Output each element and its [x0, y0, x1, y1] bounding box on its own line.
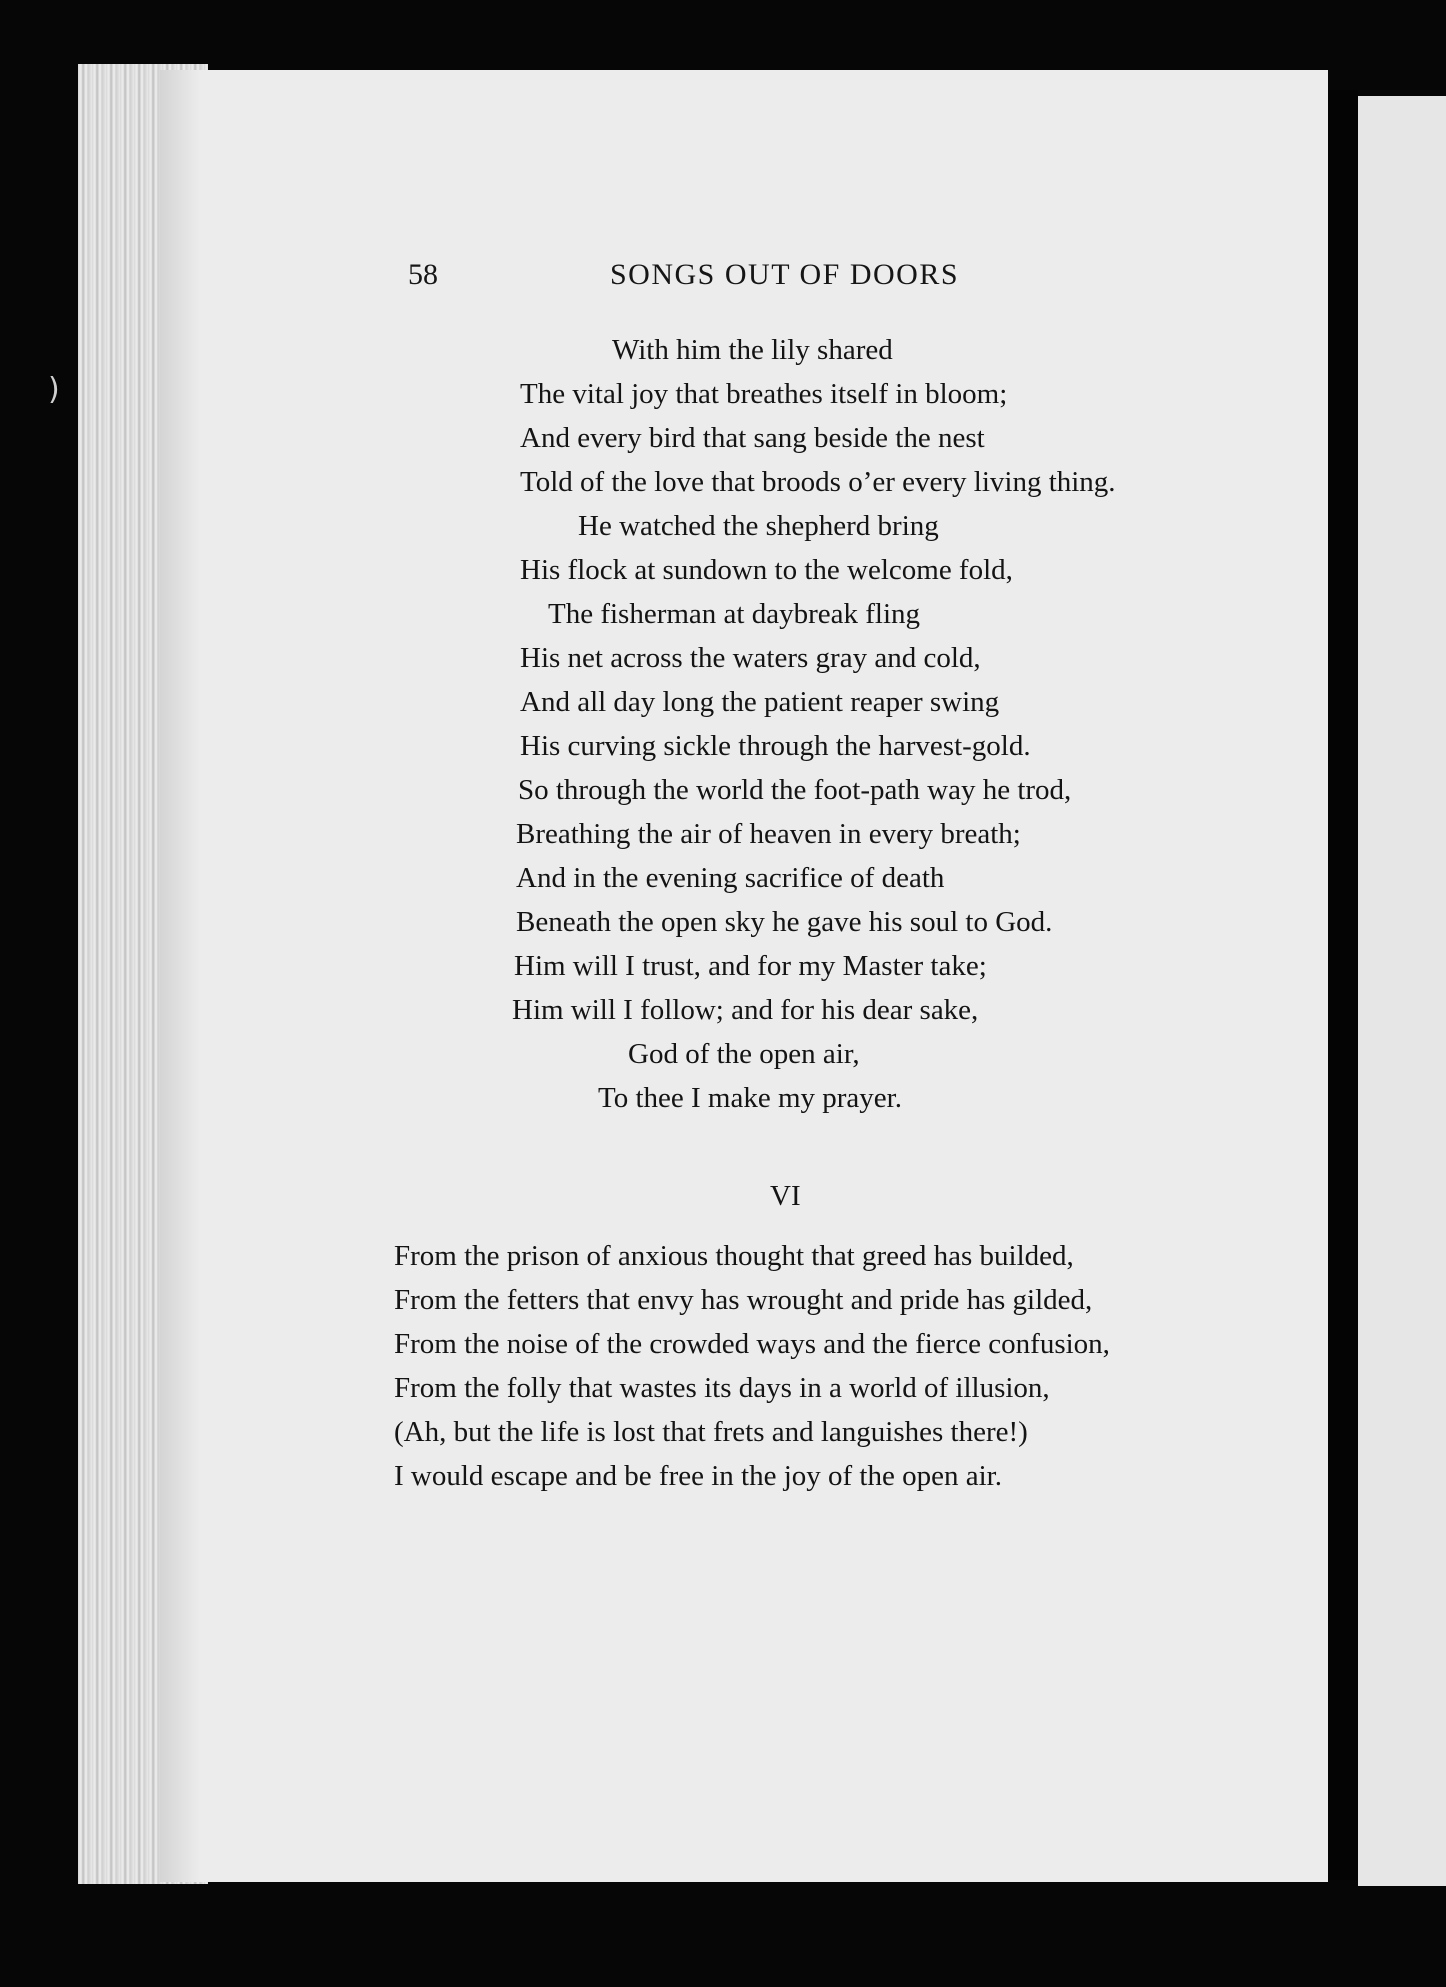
facing-page-edge	[1358, 96, 1446, 1886]
verse-line: And all day long the patient reaper swing	[520, 686, 1000, 718]
verse-line: From the noise of the crowded ways and the fierce confusion,	[394, 1328, 1110, 1360]
verse-line: From the fetters that envy has wrought and pride has gilded,	[394, 1284, 1093, 1316]
verse-line: The fisherman at daybreak fling	[548, 598, 921, 630]
verse-line: And every bird that sang beside the nest	[520, 422, 985, 454]
gutter	[1328, 90, 1358, 1880]
verse-line: He watched the shepherd bring	[578, 510, 939, 542]
verse-line: So through the world the foot-path way he trod,	[518, 774, 1072, 806]
running-head: SONGS OUT OF DOORS	[610, 258, 960, 291]
verse-line: From the prison of anxious thought that greed has builded,	[394, 1240, 1074, 1272]
verse-line: His curving sickle through the harvest-gold.	[520, 730, 1031, 762]
verse-line: Beneath the open sky he gave his soul to God.	[516, 906, 1053, 938]
verse-line: Him will I follow; and for his dear sake,	[512, 994, 979, 1026]
verse-line: (Ah, but the life is lost that frets and languishes there!)	[394, 1416, 1028, 1448]
verse-line: Told of the love that broods o’er every living thing.	[520, 466, 1116, 498]
section-numeral: VI	[770, 1180, 801, 1212]
page-number: 58	[408, 258, 438, 291]
spine-shadow	[160, 70, 200, 1882]
scan-artifact: )	[48, 372, 60, 407]
verse-line: With him the lily shared	[612, 334, 893, 366]
verse-line: From the folly that wastes its days in a world of illusion,	[394, 1372, 1050, 1404]
verse-line: God of the open air,	[628, 1038, 860, 1070]
verse-line: To thee I make my prayer.	[598, 1082, 902, 1114]
verse-line: His flock at sundown to the welcome fold,	[520, 554, 1013, 586]
verse-line: The vital joy that breathes itself in bloom;	[520, 378, 1008, 410]
verse-line: And in the evening sacrifice of death	[516, 862, 945, 894]
verse-line: His net across the waters gray and cold,	[520, 642, 981, 674]
verse-line: Breathing the air of heaven in every breath;	[516, 818, 1021, 850]
verse-line: I would escape and be free in the joy of the open air.	[394, 1460, 1002, 1492]
verse-line: Him will I trust, and for my Master take;	[514, 950, 987, 982]
